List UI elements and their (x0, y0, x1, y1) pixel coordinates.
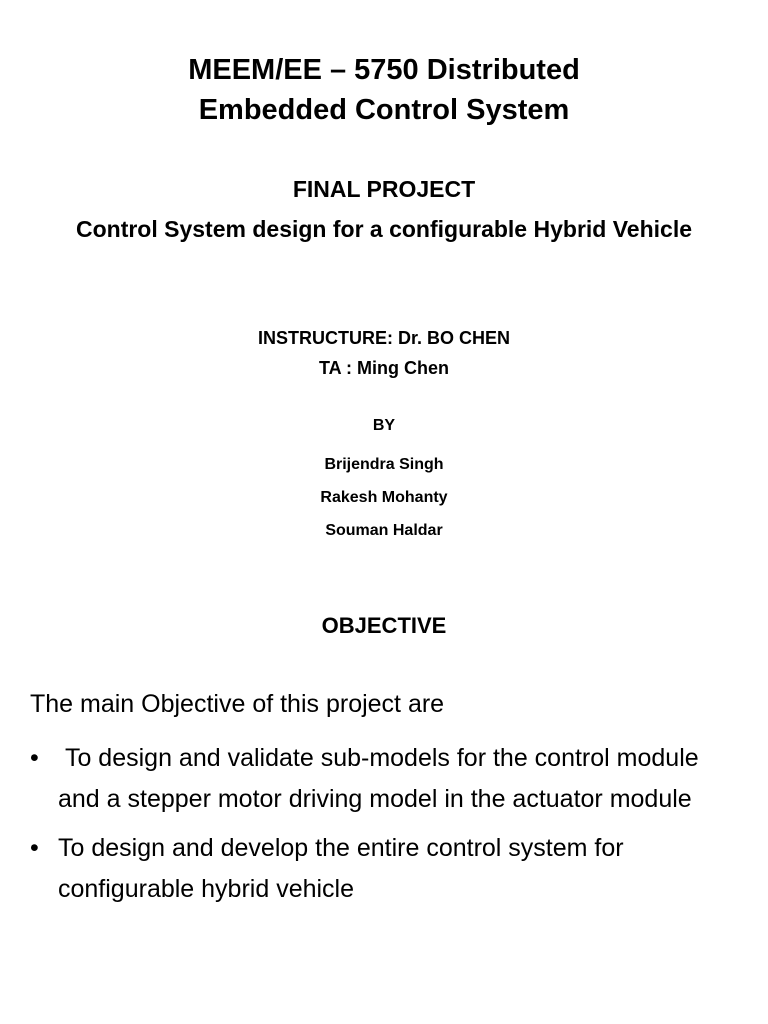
author-name: Brijendra Singh (324, 456, 444, 473)
course-title-line-2: Embedded Control System (198, 94, 570, 126)
bullet-text: To design and develop the entire control system for configurable hybrid vehicle (58, 834, 624, 903)
author-list (0, 448, 768, 547)
course-title-line-1: MEEM/EE – 5750 Distributed (188, 54, 580, 86)
bullet-icon: • (30, 744, 39, 772)
objective-intro: The main Objective of this project are (30, 690, 445, 718)
objective-slide (0, 580, 768, 1024)
project-title: Control System design for a configurable Hybrid Vehicle (75, 216, 692, 242)
bullet-icon: • (30, 834, 39, 862)
ta-line: TA : Ming Chen (319, 358, 449, 378)
list-item (30, 738, 740, 820)
course-title (0, 50, 768, 130)
instructor-line: INSTRUCTURE: Dr. BO CHEN (257, 328, 510, 348)
list-item (30, 828, 740, 910)
objective-bullet-list (30, 738, 740, 918)
by-label: BY (372, 417, 396, 434)
author-name: Souman Haldar (325, 522, 443, 539)
author-name: Rakesh Mohanty (320, 489, 448, 506)
project-label: FINAL PROJECT (292, 176, 476, 202)
objective-heading: OBJECTIVE (321, 613, 447, 638)
bullet-text: To design and validate sub-models for the control module and a stepper motor driving model in the actuator module (58, 744, 706, 813)
